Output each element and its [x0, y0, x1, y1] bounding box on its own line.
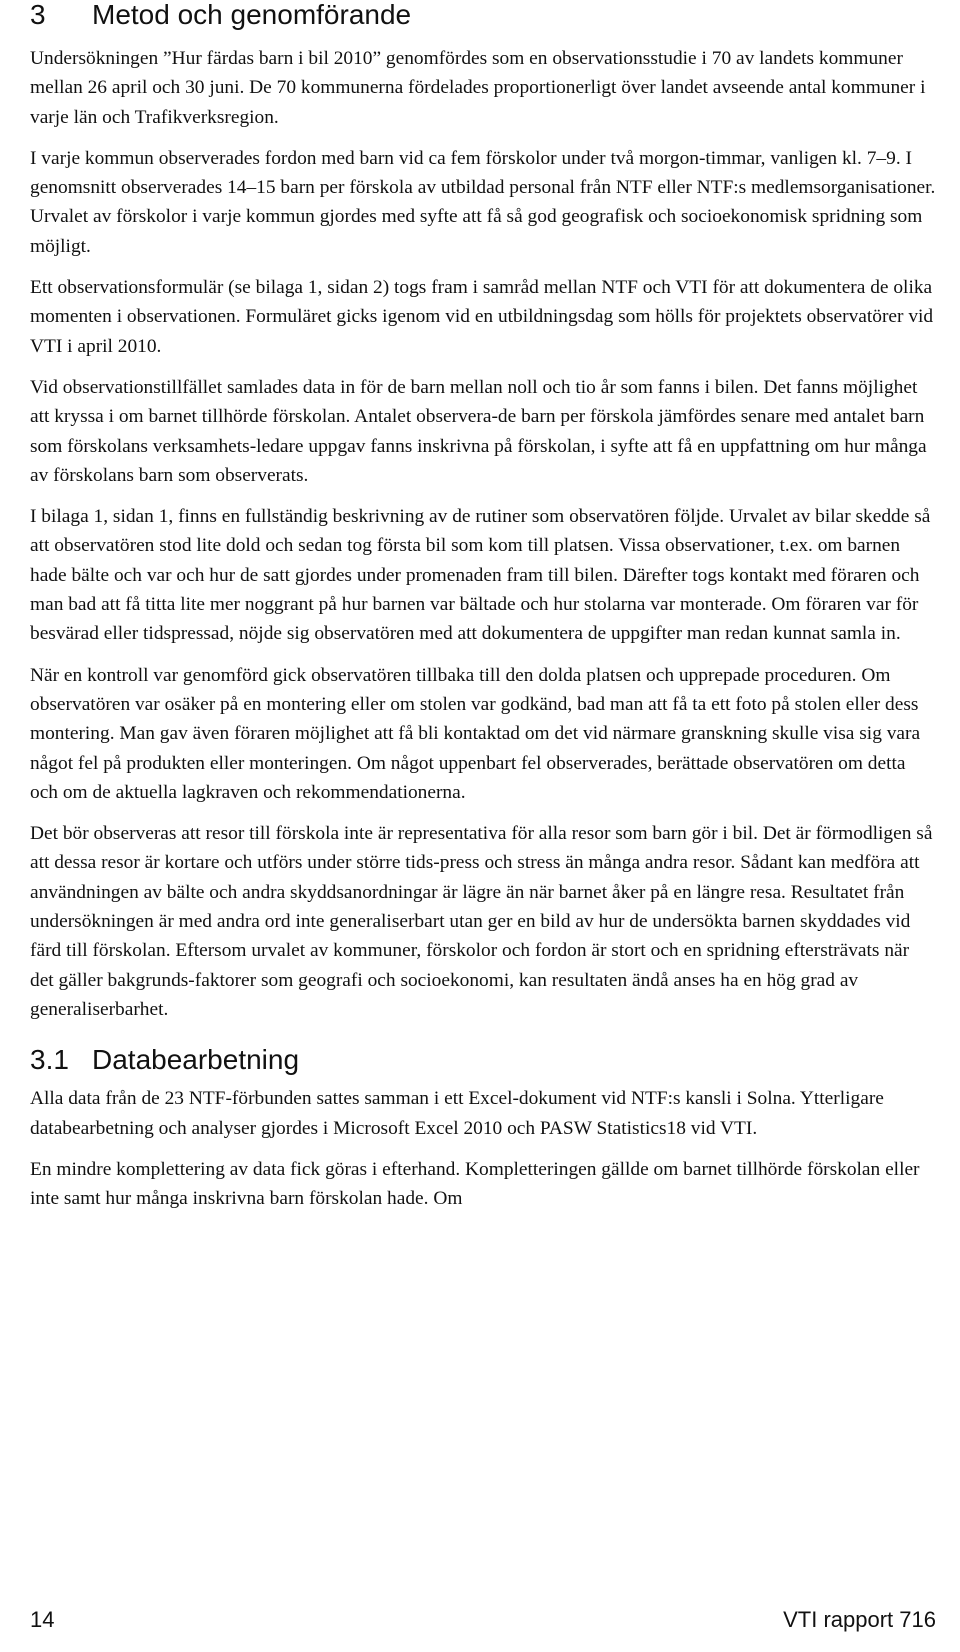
- paragraph-3: Ett observationsformulär (se bilaga 1, sidan 2) togs fram i samråd mellan NTF och VTI för att dokumentera de olika momenten i observationen. Formuläret gicks igenom vid en utbildningsdag som hölls för projektets observatörer vid VTI i april 2010.: [30, 277, 934, 357]
- paragraph-6: När en kontroll var genomförd gick observatören tillbaka till den dolda platsen och upprepade proceduren. Om observatören var osäker på en montering eller om stolen var godkänd, bad man att få ta ett foto på stolen eller dess montering. Man gav även föraren möjlighet att få bli kontaktad om det vid närmare granskning skulle visa sig vara något fel på produkten eller monteringen. Om något uppenbart fel observerades, berättade observatören om detta och om de aktuella lagkraven och rekommendationerna.: [30, 664, 921, 803]
- sub-paragraph-1: Alla data från de 23 NTF-förbunden sattes samman i ett Excel-dokument vid NTF:s kansli i Solna. Ytterligare databearbetning och analyser gjordes i Microsoft Excel 2010 och PASW Statistics18 vid VTI.: [30, 1088, 884, 1139]
- page-footer: [30, 1602, 936, 1638]
- paragraph-7: Det bör observeras att resor till förskola inte är representativa för alla resor som barn gör i bil. Det är förmodligen så att dessa resor är kortare och utförs under större tids-press och stress än många andra resor. Sådant kan medföra att användningen av bälte och andra skyddsanordningar är lägre än när barnet åker på en längre resa. Resultatet från undersökningen är med andra ord inte generaliserbart utan ger en bild av hur de undersökta barnen skyddades vid färd till förskolan. Eftersom urvalet av kommuner, förskolor och fordon är stort och en spridning eftersträvats när det gäller bakgrunds-faktorer som geografi och socioekonomi, kan resultaten ändå anses ha en hög grad av generaliserbarhet.: [30, 823, 933, 1020]
- section-heading: [30, 0, 936, 38]
- sub-paragraph-2: En mindre komplettering av data fick göras i efterhand. Kompletteringen gällde om barnet tillhörde förskolan eller inte samt hur många inskrivna barn förskolan hade. Om: [30, 1158, 920, 1210]
- page-content: [30, 0, 936, 1225]
- paragraph-1: Undersökningen ”Hur färdas barn i bil 2010” genomfördes som en observationsstudie i 70 av landets kommuner mellan 26 april och 30 juni. De 70 kommunerna fördelades proportionerligt över landet avseende antal kommuner i varje län och Trafikverksregion.: [30, 48, 926, 128]
- paragraph-4: Vid observationstillfället samlades data in för de barn mellan noll och tio år som fanns i bilen. Det fanns möjlighet att kryssa i om barnet tillhörde förskolan. Antalet observera-de barn per förskola jämfördes senare med antalet barn som förskolans verksamhets-ledare uppgav fanns inskrivna på förskolan, i syfte att få en uppfattning om hur många av förskolans barn som observerats.: [30, 376, 927, 486]
- report-label: VTI rapport 716: [783, 1607, 936, 1632]
- section-number: 3: [30, 0, 46, 30]
- subsection-heading: [30, 1038, 936, 1082]
- subsection-title: Databearbetning: [92, 1044, 300, 1076]
- page-number: 14: [30, 1607, 55, 1632]
- paragraph-2: I varje kommun observerades fordon med barn vid ca fem förskolor under två morgon-timmar, vanligen kl. 7–9. I genomsnitt observerades 14–15 barn per förskola av utbildad personal från NTF eller NTF:s medlemsorganisationer. Urvalet av förskolor i varje kommun gjordes med syfte att få så god geografisk och socioekonomisk spridning som möjligt.: [30, 147, 936, 257]
- paragraph-5: I bilaga 1, sidan 1, finns en fullständig beskrivning av de rutiner som observatören följde. Urvalet av bilar skedde så att observatören stod lite dold och sedan tog första bil som kom till platsen. Vissa observationer, t.ex. om barnen hade bälte och var och hur de satt gjordes under promenaden fram till bilen. Därefter togs kontakt med föraren och man bad att få titta lite mer noggrant på hur barnen var bältade och hur stolarna var monterade. Om föraren var för besvärad eller tidspressad, nöjde sig observatören med att dokumentera de uppgifter man redan kunnat samla in.: [30, 506, 931, 645]
- section-title: Metod och genomförande: [92, 0, 412, 30]
- subsection-number: 3.1: [30, 1044, 69, 1076]
